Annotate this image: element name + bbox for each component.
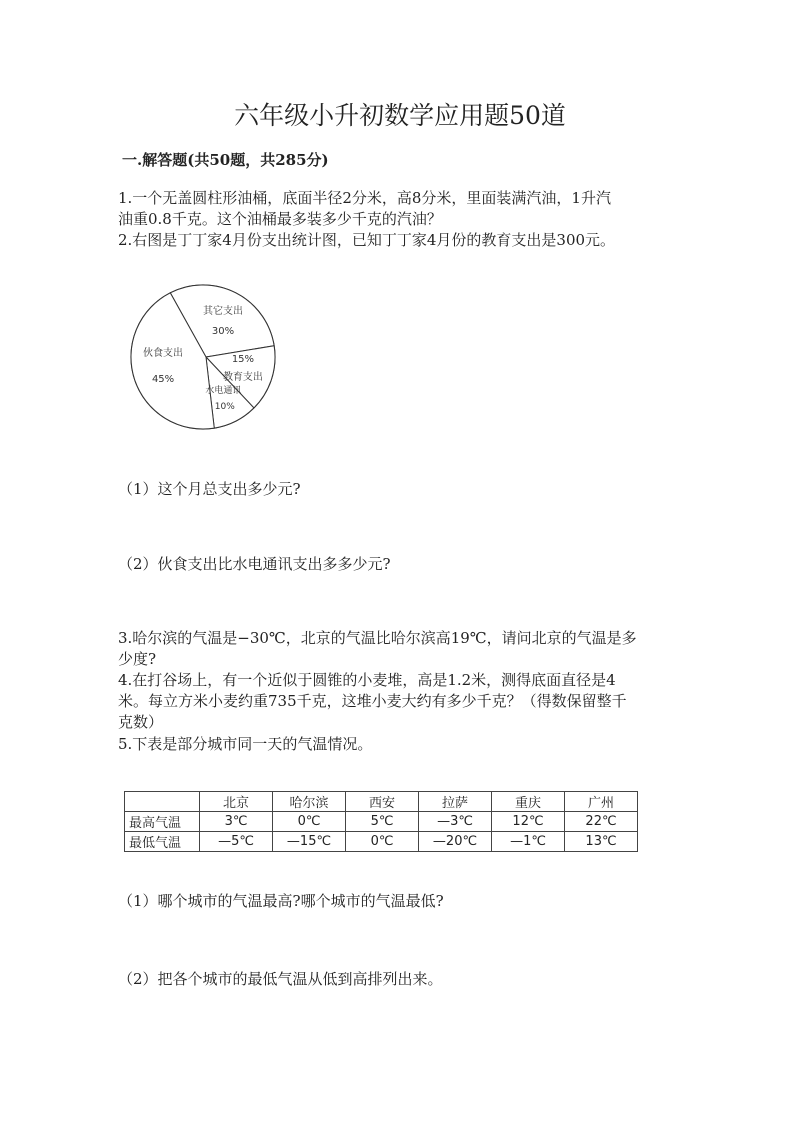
pie-slice-value: 45% bbox=[151, 373, 175, 385]
row-label: 最低气温 bbox=[125, 832, 200, 852]
temperature-cell: —20℃ bbox=[419, 832, 492, 852]
question-2-line-1: 2.右图是丁丁家4月份支出统计图，已知丁丁家4月份的教育支出是300元。 bbox=[118, 231, 616, 249]
temperature-cell: 0℃ bbox=[273, 812, 346, 832]
question-4-line-3: 克数） bbox=[118, 713, 164, 731]
city-header: 拉萨 bbox=[419, 792, 492, 812]
row-label: 最高气温 bbox=[125, 812, 200, 832]
pie-slice-value: 30% bbox=[211, 325, 235, 337]
pie-slice-label: 水电通讯 bbox=[205, 386, 242, 397]
pie-slice-label: 其它支出 bbox=[202, 305, 243, 317]
page-title: 六年级小升初数学应用题50道 bbox=[234, 101, 566, 130]
temperature-cell: —15℃ bbox=[273, 832, 346, 852]
expense-pie-chart bbox=[118, 282, 288, 442]
question-5-sub-1: （1）哪个城市的气温最高?哪个城市的气温最低? bbox=[118, 892, 444, 910]
pie-slice-label: 伙食支出 bbox=[143, 347, 184, 359]
temperature-cell: 22℃ bbox=[565, 812, 638, 832]
question-5-line-1: 5.下表是部分城市同一天的气温情况。 bbox=[118, 735, 373, 753]
temperature-cell: —5℃ bbox=[200, 832, 273, 852]
table-row bbox=[125, 832, 638, 852]
question-3 bbox=[118, 628, 678, 670]
section-heading: 一.解答题(共50题，共285分) bbox=[122, 151, 329, 169]
question-5 bbox=[118, 734, 678, 755]
temperature-cell: 5℃ bbox=[346, 812, 419, 832]
question-4 bbox=[118, 670, 678, 733]
pie-slice-value: 15% bbox=[231, 353, 255, 365]
table-corner-cell bbox=[125, 792, 200, 812]
temperature-cell: 12℃ bbox=[492, 812, 565, 832]
city-header: 哈尔滨 bbox=[273, 792, 346, 812]
temperature-cell: 3℃ bbox=[200, 812, 273, 832]
pie-slice-label: 教育支出 bbox=[222, 371, 263, 383]
pie-slice-value: 10% bbox=[214, 401, 235, 412]
temperature-cell: —3℃ bbox=[419, 812, 492, 832]
temperature-cell: 13℃ bbox=[565, 832, 638, 852]
question-2-sub-2: （2）伙食支出比水电通讯支出多多少元? bbox=[118, 555, 391, 573]
question-1 bbox=[118, 188, 678, 230]
question-2 bbox=[118, 230, 678, 251]
question-3-line-2: 少度? bbox=[118, 650, 157, 668]
city-header: 重庆 bbox=[492, 792, 565, 812]
temperature-table bbox=[124, 791, 638, 852]
question-1-line-1: 1.一个无盖圆柱形油桶，底面半径2分米，高8分米，里面装满汽油，1升汽 bbox=[118, 189, 611, 207]
question-3-line-1: 3.哈尔滨的气温是−30℃，北京的气温比哈尔滨高19℃，请问北京的气温是多 bbox=[118, 629, 637, 647]
temperature-cell: 0℃ bbox=[346, 832, 419, 852]
table-header-row bbox=[125, 792, 638, 812]
table-row bbox=[125, 812, 638, 832]
question-5-sub-2: （2）把各个城市的最低气温从低到高排列出来。 bbox=[118, 970, 443, 988]
question-4-line-1: 4.在打谷场上，有一个近似于圆锥的小麦堆，高是1.2米，测得底面直径是4 bbox=[118, 671, 616, 689]
temperature-cell: —1℃ bbox=[492, 832, 565, 852]
question-1-line-2: 油重0.8千克。这个油桶最多装多少千克的汽油？ bbox=[118, 210, 442, 228]
question-4-line-2: 米。每立方米小麦约重735千克，这堆小麦大约有多少千克？（得数保留整千 bbox=[118, 692, 627, 710]
city-header: 西安 bbox=[346, 792, 419, 812]
city-header: 广州 bbox=[565, 792, 638, 812]
question-2-sub-1: （1）这个月总支出多少元? bbox=[118, 480, 301, 498]
city-header: 北京 bbox=[200, 792, 273, 812]
